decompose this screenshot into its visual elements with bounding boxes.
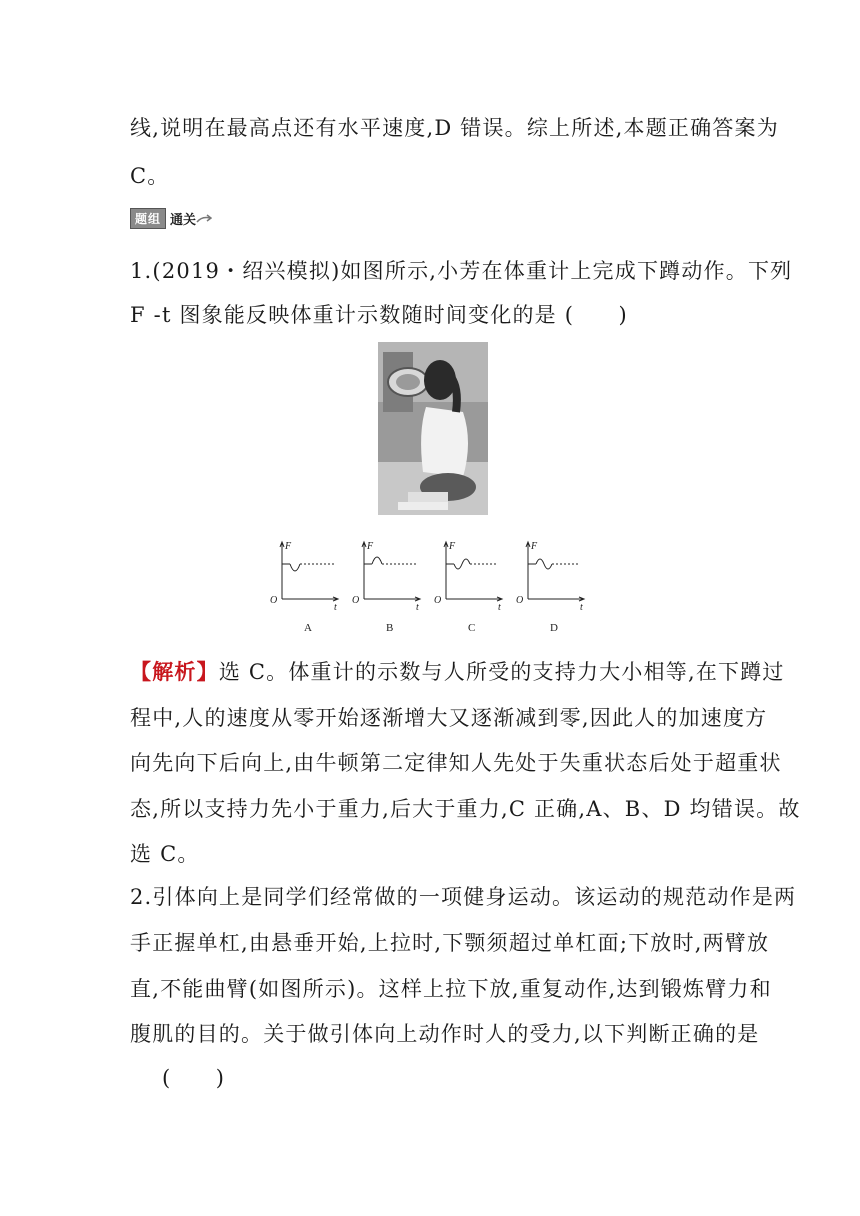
axis-label-t: t (334, 602, 337, 613)
axis-label-f: F (531, 541, 538, 552)
option-label: B (386, 622, 394, 634)
origin-label: O (434, 595, 442, 606)
origin-label: O (516, 595, 524, 606)
analysis-text: 选 C。体重计的示数与人所受的支持力大小相等,在下蹲过 (218, 660, 785, 684)
question-2-line-2: 手正握单杠,由悬垂开始,上拉时,下颚须超过单杠面;下放时,两臂放 (130, 931, 770, 955)
option-label: A (304, 622, 312, 634)
arrow-icon (196, 214, 212, 224)
badge-text: 通关 (170, 213, 197, 228)
badge-box: 题组 (130, 208, 166, 229)
origin-label: O (270, 595, 278, 606)
analysis-line-2: 程中,人的速度从零开始逐渐增大又逐渐减到零,因此人的加速度方 (130, 706, 768, 730)
force-curve (454, 559, 470, 569)
analysis-line-4: 态,所以支持力先小于重力,后大于重力,C 正确,A、B、D 均错误。故 (130, 797, 801, 821)
question-2-line-1: 2.引体向上是同学们经常做的一项健身运动。该运动的规范动作是两 (130, 885, 797, 909)
axis-label-f: F (285, 541, 292, 552)
analysis-line-3: 向先向下后向上,由牛顿第二定律知人先处于失重状态后处于超重状 (130, 751, 782, 775)
origin-label: O (352, 595, 360, 606)
axis-label-f: F (449, 541, 456, 552)
force-curve (372, 557, 382, 564)
text-line: 线,说明在最高点还有水平速度,D 错误。综上所述,本题正确答案为 (130, 116, 779, 140)
text-line: C。 (130, 164, 170, 188)
question-2-line-4: 腹肌的目的。关于做引体向上动作时人的受力,以下判断正确的是 (130, 1022, 760, 1046)
question-2-line-3: 直,不能曲臂(如图所示)。这样上拉下放,重复动作,达到锻炼臂力和 (130, 977, 772, 1001)
force-curve (536, 559, 552, 569)
option-label: C (468, 622, 476, 634)
axis-label-t: t (580, 602, 583, 613)
squat-photo (378, 342, 488, 515)
force-curve (290, 564, 300, 571)
question-1-line-1: 1.(2019・绍兴模拟)如图所示,小芳在体重计上完成下蹲动作。下列 (130, 259, 793, 283)
analysis-tag: 【解析】 (130, 659, 219, 684)
option-label: D (550, 622, 558, 634)
section-badge (130, 208, 212, 229)
axis-label-t: t (416, 602, 419, 613)
axis-label-t: t (498, 602, 501, 613)
analysis-line-1 (130, 656, 785, 686)
analysis-line-5: 选 C。 (130, 842, 200, 866)
question-2-answer-blank: ( ) (162, 1066, 226, 1090)
axis-label-f: F (367, 541, 374, 552)
f-t-graph-options (262, 537, 602, 637)
question-1-line-2: F -t 图象能反映体重计示数随时间变化的是 ( ) (130, 303, 628, 327)
